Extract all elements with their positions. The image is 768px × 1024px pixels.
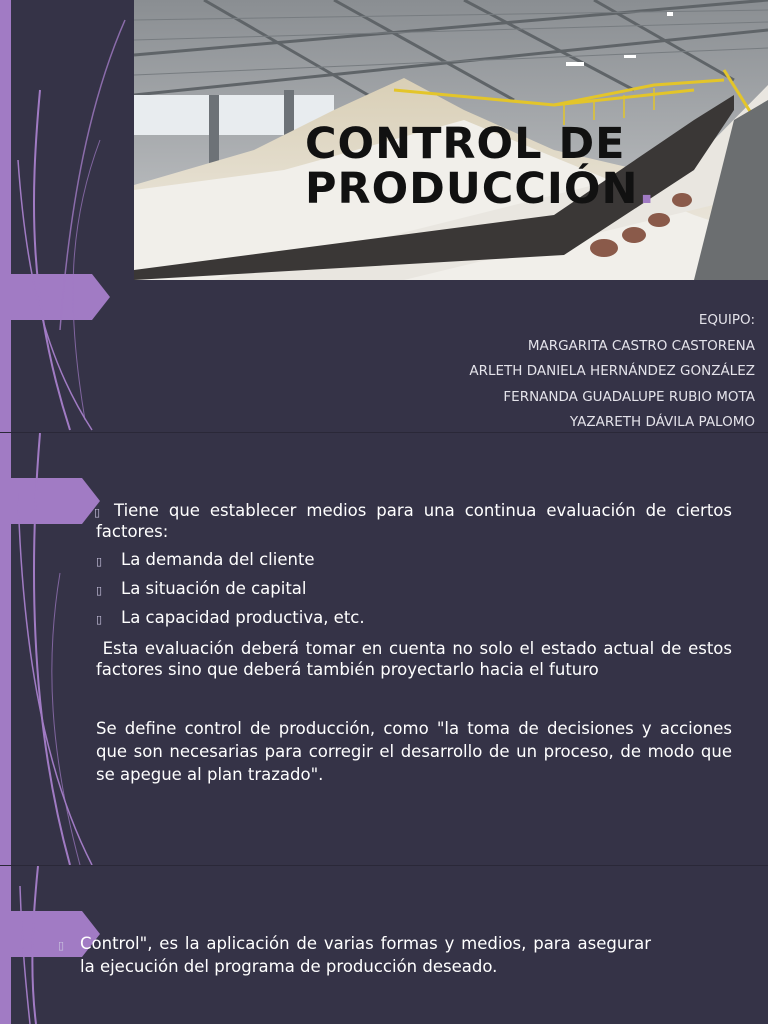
team-member: MARGARITA CASTRO CASTORENA bbox=[527, 337, 755, 354]
slide-decoration bbox=[0, 0, 140, 432]
square-bullet-icon: ▯ bbox=[96, 613, 103, 626]
square-bullet-icon: ▯ bbox=[96, 555, 103, 568]
definition-paragraph: Se define control de producción, como "la toma de decisiones y acciones que son necesarias para corregir el desarrollo de un proceso, de modo que se apegue al plan trazado". bbox=[96, 719, 732, 784]
list-item: ▯ La demanda del cliente bbox=[96, 549, 732, 578]
square-bullet-icon: ▯ bbox=[96, 584, 103, 597]
chevron-tab-shape bbox=[0, 478, 100, 524]
title-line-2: PRODUCCIÓN. bbox=[305, 164, 656, 214]
page-title bbox=[305, 119, 656, 214]
list-item: ▯ La situación de capital bbox=[96, 578, 732, 607]
list-item: ▯ La capacidad productiva, etc. bbox=[96, 607, 732, 636]
slide-title bbox=[0, 0, 768, 432]
square-bullet-icon: ▯ bbox=[94, 506, 101, 519]
team-member: YAZARETH DÁVILA PALOMO bbox=[569, 414, 755, 430]
title-line-1: CONTROL DE bbox=[305, 119, 626, 169]
factor-list bbox=[96, 549, 732, 636]
team-list bbox=[469, 308, 755, 432]
team-heading: EQUIPO: bbox=[698, 312, 755, 328]
chevron-tab-shape bbox=[0, 274, 110, 320]
team-member: FERNANDA GUADALUPE RUBIO MOTA bbox=[503, 388, 755, 405]
control-paragraph: ▯ Control", es la aplicación de varias formas y medios, para asegurar la ejecución del programa de producción deseado. bbox=[58, 934, 651, 976]
team-member: ARLETH DANIELA HERNÁNDEZ GONZÁLEZ bbox=[469, 363, 755, 379]
bullet-block bbox=[96, 500, 732, 542]
list-item: ▯ Tiene que establecer medios para una continua evaluación de ciertos factores: bbox=[94, 501, 732, 541]
evaluation-paragraph: Esta evaluación deberá tomar en cuenta no solo el estado actual de estos factores sino que deberá también proyectarlo hacia el futuro bbox=[96, 639, 738, 679]
square-bullet-icon: ▯ bbox=[58, 939, 65, 952]
